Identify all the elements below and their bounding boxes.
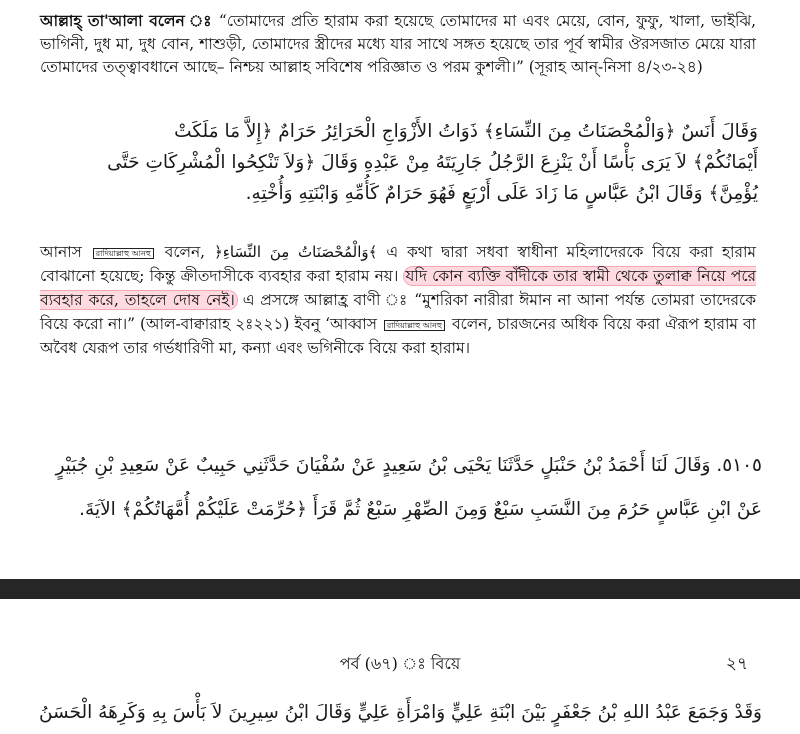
arabic-line: يُؤْمِنَّ﴾ وَقَالَ ابْنُ عَبَّاسٍ مَا زَادَ عَلَى أَرْبَعٍ فَهُوَ حَرَامٌ كَأُمِّهِ وَابْنَتِهِ وَأُخْتِهِ. [245, 183, 758, 204]
explanation-end: বলেন, চারজনের অধিক বিয়ে করা ঐরূপ হারাম বা অবৈধ যেরূপ তার গর্ভধারিণী মা, কন্যা এবং ভগিনীকে বিয়ে করা হারাম। [40, 315, 756, 357]
page-number: ২৭ [725, 654, 748, 674]
lead-allah-says: আল্লাহ্ তা'আলা বলেন ঃ [40, 12, 213, 30]
explanation-continued: এ প্রসঙ্গে আল্লাহ্র বাণী ঃ “মুশরিকা নারীরা ঈমান না আনা পর্যন্ত তোমরা তাদেরকে বিয়ে করো না।” (আল-বাক্বারাহ ২ঃ২২১) ইবনু ‘আব্বাস [40, 291, 756, 333]
bengali-paragraph-quran-verse [40, 10, 756, 79]
says-label: বলেন, [164, 243, 206, 261]
chapter-title: পর্ব (৬৭) ঃ বিয়ে [339, 654, 461, 673]
highlighted-sentence: যদি কোন ব্যক্তি বাঁদীকে তার স্বামী থেকে তুলাক্ব নিয়ে পরে ব্যবহার করে, তাহলে দোষ নেই। [40, 267, 757, 309]
arabic-line: أَيْمَانُكُمْ﴾ لاَ يَرَى بَأْسًا أَنْ يَنْزِعَ الرَّجُلُ جَارِيَتَهُ مِنْ عَبْدِهِ وَقَالَ ﴿وَلاَ تَنْكِحُوا الْمُشْرِكَاتِ حَتَّى [107, 152, 758, 173]
arabic-line: وَقَالَ أَنَسٌ ﴿وَالْمُحْصَنَاتُ مِنَ النِّسَاءِ﴾ ذَوَاتُ الأَزْوَاجِ الْحَرَائِرُ حَرَامٌ ﴿إِلاَّ مَا مَلَكَتْ [174, 121, 758, 142]
arabic-line: ٥١٠٥. وَقَالَ لَنَا أَحْمَدُ بْنُ حَنْبَلٍ حَدَّثَنَا يَحْيَى بْنُ سَعِيدٍ عَنْ سُفْيَانَ حَدَّثَنِي حَبِيبٌ عَنْ سَعِيدِ بْنِ جُبَيْرٍ [55, 455, 762, 476]
inline-quran-quote: ﴿وَالْمُحْصَنَاتُ مِنَ النِّسَاءِ﴾ [213, 243, 378, 261]
explanation-text: এ কথা দ্বারা সধবা স্বাধীনা মহিলাদেরকে বিয়ে করা হারাম বোঝানো হয়েছে; কিন্তু ক্রীতদাসীকে ব্যবহার করা হারাম নয়। [40, 243, 756, 285]
book-page-lower [0, 599, 800, 734]
honorific-badge: রাদিয়াল্লাহু আনহু [93, 248, 154, 259]
honorific-badge: রাদিয়াল্লাহু আনহু [384, 320, 445, 331]
arabic-line: عَنْ ابْنِ عَبَّاسٍ حَرُمَ مِنَ النَّسَبِ سَبْعٌ وَمِنَ الصِّهْرِ سَبْعٌ ثُمَّ قَرَأَ ﴿حُرِّمَتْ عَلَيْكُمْ أُمَّهَاتُكُمْ﴾ الآيَةَ. [79, 499, 762, 520]
arabic-paragraph-1 [40, 116, 758, 209]
verse-translation: “তোমাদের প্রতি হারাম করা হয়েছে তোমাদের মা এবং মেয়ে, বোন, ফুফু, খালা, ভাইঝি, ভাগিনী, দুধ মা, দুধ বোন, শাশুড়ী, তোমাদের স্ত্রীদের মধ্যে যার সাথে সঙ্গত হয়েছে তার পূর্ব স্বামীর ঔরসজাত মেয়ে যারা তোমাদের তত্ত্বাবধানে আছে– নিশ্চয় আল্লাহ সবিশেষ পরিজ্ঞাত ও পরম কুশলী।” (সূরাহ আন্-নিসা ৪/২৩-২৪) [40, 12, 756, 76]
narrator-anas: আনাস [40, 243, 82, 261]
page-header [0, 651, 800, 677]
arabic-line-bottom: وَقَدْ وَجَمَعَ عَبْدُ اللهِ بْنُ جَعْفَرٍ بَيْنَ ابْنَةِ عَلِيٍّ وَامْرَأَةِ عَلِيٍّ وَقَالَ ابْنُ سِيرِينَ لاَ بَأْسَ بِهِ وَكَرِهَهُ الْحَسَنُ [38, 702, 762, 723]
bengali-paragraph-explanation [40, 240, 756, 360]
page-separator [0, 579, 800, 599]
arabic-hadith-5105 [30, 444, 762, 532]
